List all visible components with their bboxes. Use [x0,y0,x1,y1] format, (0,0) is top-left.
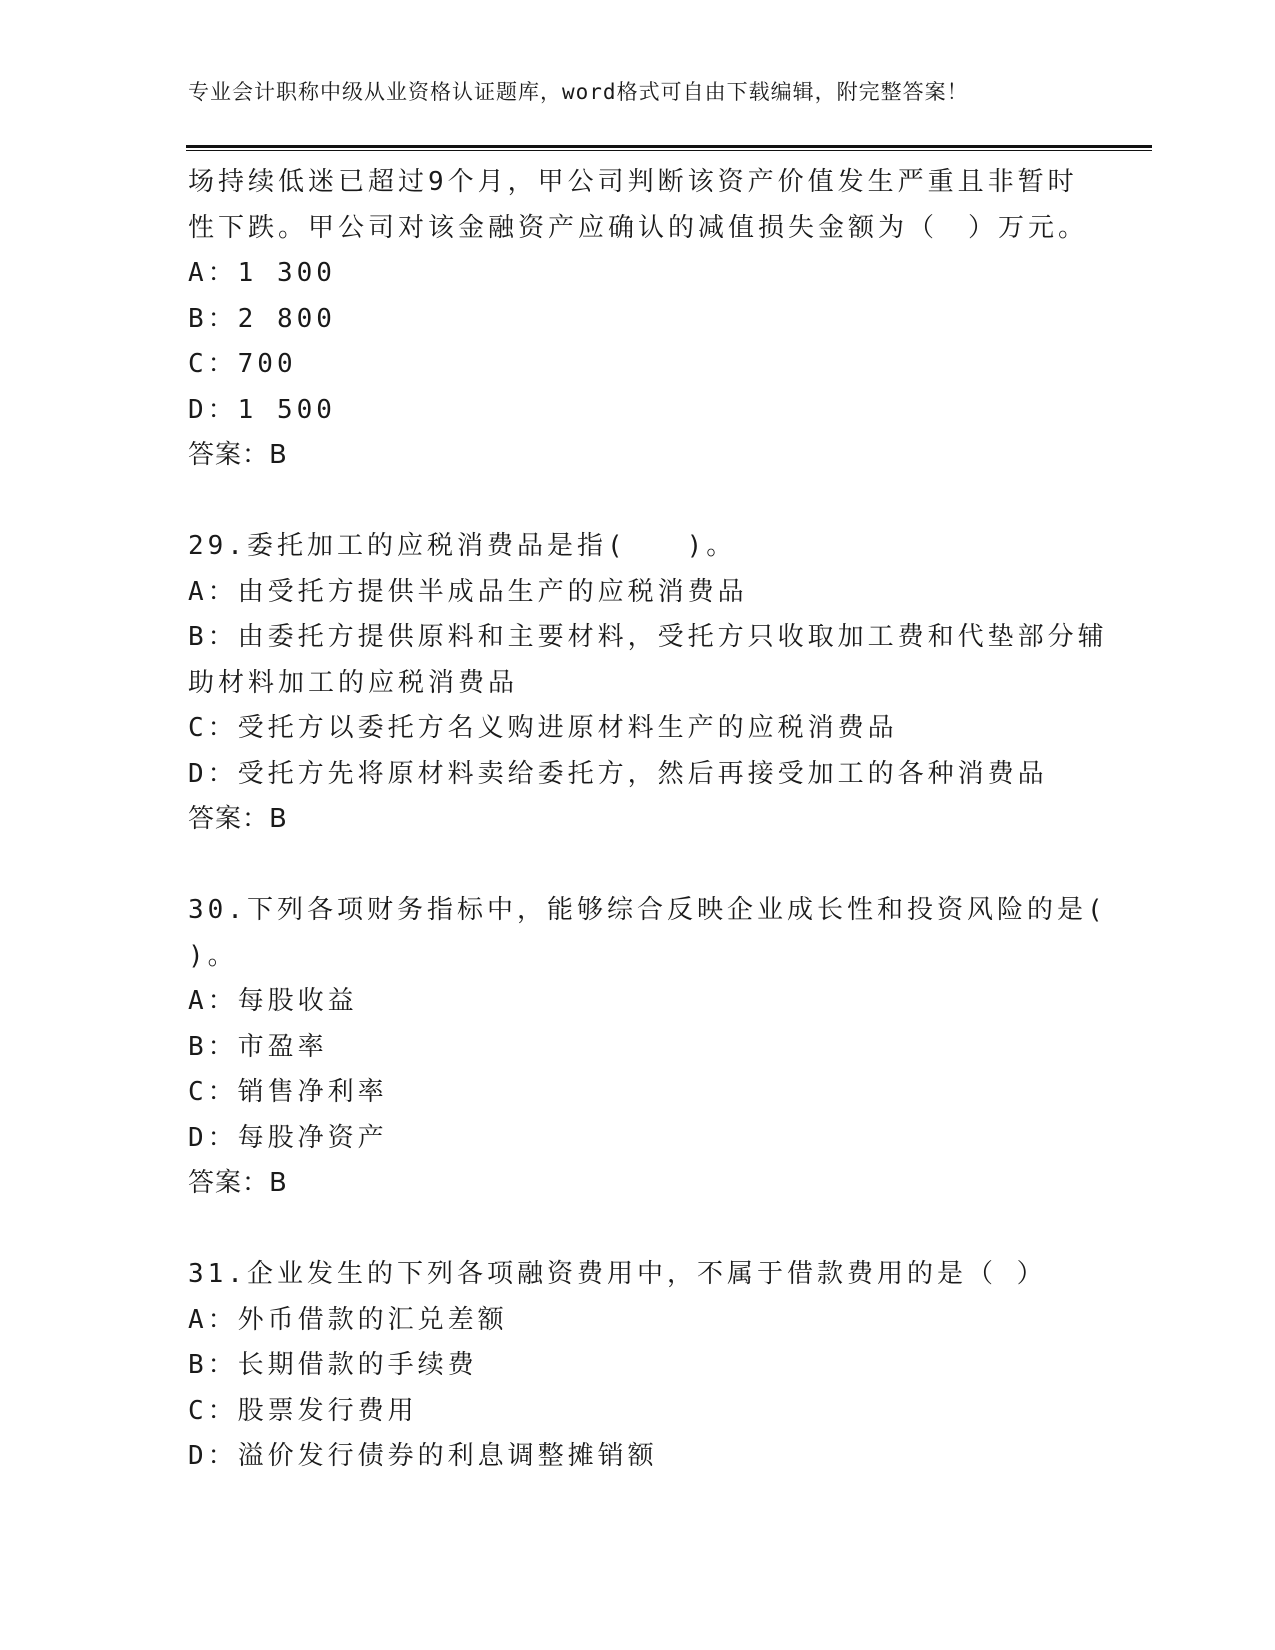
question-30 [188,888,1148,1207]
option-b: B：长期借款的手续费 [188,1350,478,1380]
header-rule-thick [186,145,1152,148]
question-stem-line: )。 [188,940,238,971]
question-content [188,160,1148,1480]
option-a: A：1 300 [188,258,336,288]
answer-line: 答案：B [188,440,288,470]
option-b-continued: 助材料加工的应税消费品 [188,667,519,698]
spacer [188,479,1148,525]
question-29 [188,524,1148,843]
question-stem: 31.企业发生的下列各项融资费用中，不属于借款费用的是（ ） [188,1259,1047,1289]
option-c: C：销售净利率 [188,1077,388,1107]
option-a: A：每股收益 [188,986,358,1016]
question-stem-line: 性下跌。甲公司对该金融资产应确认的减值损失金额为（ ）万元。 [188,212,1089,243]
spacer [188,1207,1148,1253]
option-a: A：由受托方提供半成品生产的应税消费品 [188,576,748,607]
option-c: C：700 [188,349,297,379]
option-b: B：2 800 [188,303,336,334]
page-header: 专业会计职称中级从业资格认证题库，word格式可自由下载编辑，附完整答案！ [188,80,969,104]
spacer [188,843,1148,889]
option-d: D：每股净资产 [188,1122,388,1153]
question-31 [188,1252,1148,1480]
answer-line: 答案：B [188,1168,288,1198]
option-d: D：受托方先将原材料卖给委托方，然后再接受加工的各种消费品 [188,758,1048,789]
option-b: B：市盈率 [188,1031,328,1062]
question-stem: 29.委托加工的应税消费品是指( )。 [188,531,737,561]
option-a: A：外币借款的汇兑差额 [188,1304,508,1335]
question-stem-line: 30.下列各项财务指标中，能够综合反映企业成长性和投资风险的是( [188,895,1107,925]
option-b: B：由委托方提供原料和主要材料，受托方只收取加工费和代垫部分辅 [188,622,1108,652]
option-d: D：1 500 [188,394,336,425]
option-c: C：股票发行费用 [188,1395,418,1426]
option-c: C：受托方以委托方名义购进原材料生产的应税消费品 [188,713,898,743]
question-28 [188,160,1148,479]
option-d: D：溢价发行债券的利息调整摊销额 [188,1441,658,1471]
header-rule-thin [186,150,1152,151]
question-stem-line: 场持续低迷已超过9个月，甲公司判断该资产价值发生严重且非暂时 [188,167,1078,197]
answer-line: 答案：B [188,804,288,834]
